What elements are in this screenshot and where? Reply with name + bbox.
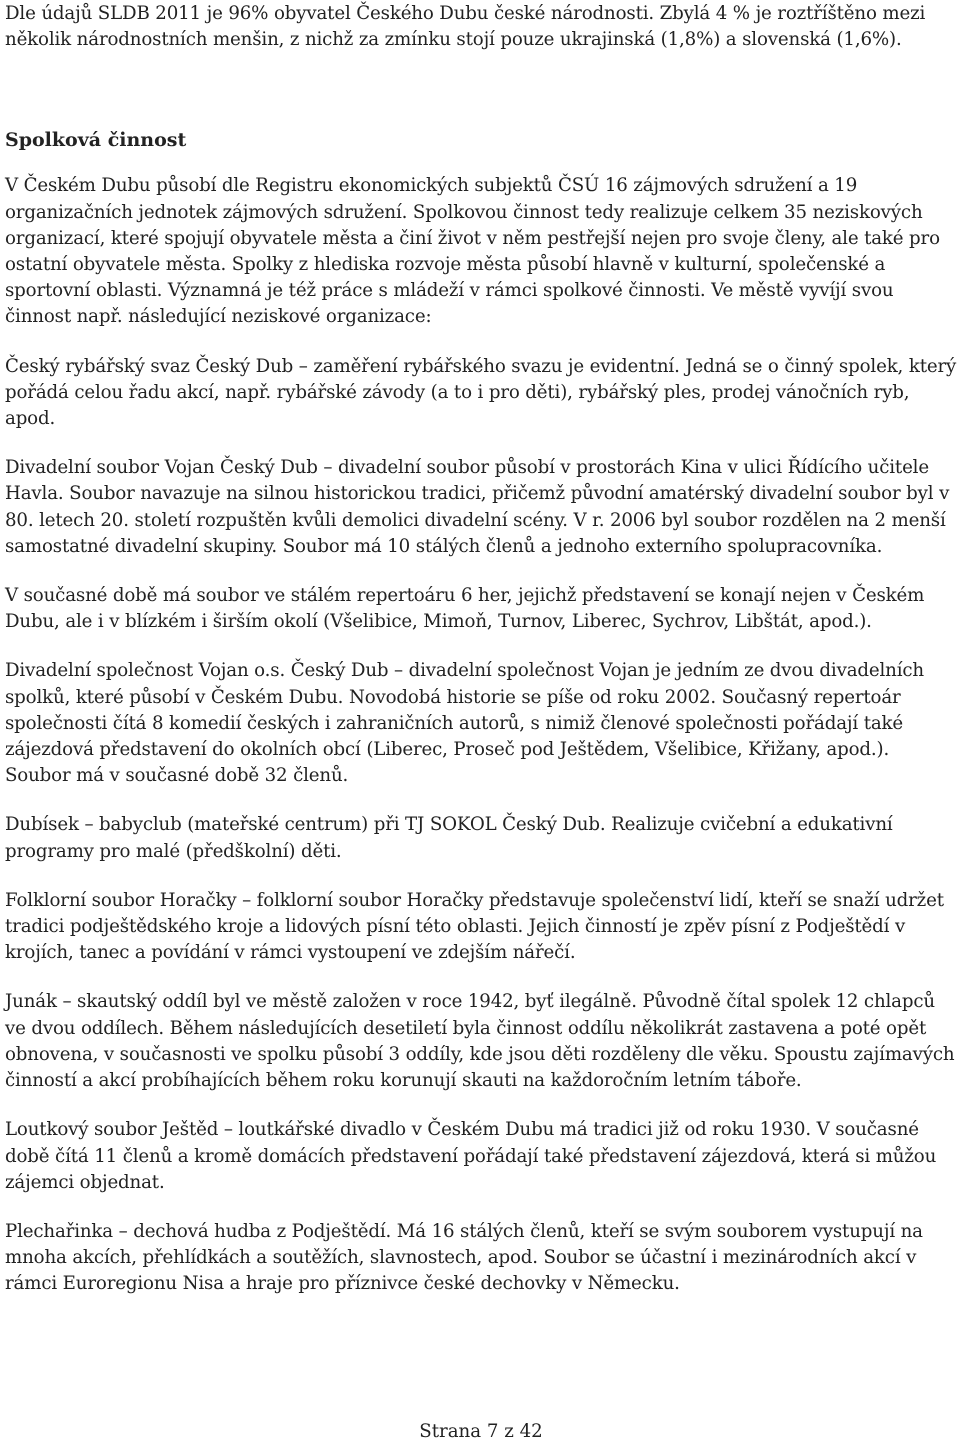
page-footer [0, 1419, 960, 1445]
paragraph-puppet-theatre: Loutkový soubor Ještěd – loutkářské divadlo v Českém Dubu má tradici již od roku 1930. V současné době čítá 11 členů a kromě domácích představení pořádají také představení zájezdová, která si můžou zájemci objednat. [5, 1119, 937, 1193]
paragraph-dubisek: Dubísek – babyclub (mateřské centrum) při TJ SOKOL Český Dub. Realizuje cvičební a edukativní programy pro malé (předškolní) děti. [5, 814, 893, 862]
paragraph-theatre-vojan-society: Divadelní společnost Vojan o.s. Český Dub – divadelní společnost Vojan je jedním ze dvou divadelních spolků, které působí v Českém Dubu. Novodobá historie se píše od roku 2002. Současný repertoár společnosti čítá 8 komedií českých i zahraničních autorů, s nimiž členové společnosti pořádají také zájezdová představení do okolních obcí (Liberec, Proseč pod Ještědem, Všelibice, Křižany, apod.). Soubor má v současné době 32 členů. [5, 660, 924, 787]
paragraph-junak: Junák – skautský oddíl byl ve městě založen v roce 1942, byť ilegálně. Původně čítal spolek 12 chlapců ve dvou oddílech. Během následujících desetiletí byla činnost oddílu několikrát zastavena a poté opět obnovena, v současnosti ve spolku působí 3 oddíly, kde jsou děti rozděleny dle věku. Spoustu zajímavých činností a akcí probíhajících během roku korunují skauti na každoročním letním táboře. [5, 991, 955, 1092]
paragraph-plecharinka: Plechařinka – dechová hudba z Podještědí. Má 16 stálých členů, kteří se svým souborem vystupují na mnoha akcích, přehlídkách a soutěžích, slavnostech, apod. Soubor se účastní i mezinárodních akcí v rámci Euroregionu Nisa a hraje pro příznivce české dechovky v Německu. [5, 1220, 923, 1295]
page-number: Strana 7 z 42 [419, 1421, 543, 1442]
page-content [5, 0, 957, 1298]
paragraph-theatre-vojan-ensemble: Divadelní soubor Vojan Český Dub – divadelní soubor působí v prostorách Kina v ulici Řídícího učitele Havla. Soubor navazuje na silnou historickou tradici, přičemž původní amatérský divadelní soubor byl v 80. letech 20. století rozpuštěn kvůli demolici divadelní scény. V r. 2006 byl soubor rozdělen na 2 menší samostatné divadelní skupiny. Soubor má 10 stálých členů a jednoho externího spolupracovníka. [5, 457, 950, 557]
paragraph-theatre-repertoire: V současné době má soubor ve stálém repertoáru 6 her, jejichž představení se konají nejen v Českém Dubu, ale i v blízkém i širším okolí (Všelibice, Mimoň, Turnov, Liberec, Sychrov, Libštát, apod.). [5, 585, 925, 633]
paragraph-registry: V Českém Dubu působí dle Registru ekonomických subjektů ČSÚ 16 zájmových sdružení a 19 organizačních jednotek zájmových sdružení. Spolkovou činnost tedy realizuje celkem 35 neziskových organizací, které spojují obyvatele města a činí život v něm pestřejší nejen pro svoje členy, ale také pro ostatní obyvatele města. Spolky z hlediska rozvoje města působí hlavně v kulturní, společenské a sportovní oblasti. Významná je též práce s mládeží v rámci spolkové činnosti. Ve městě vyvíjí svou činnost např. následující neziskové organizace: [5, 175, 940, 328]
intro-paragraph: Dle údajů SLDB 2011 je 96% obyvatel Českého Dubu české národnosti. Zbylá 4 % je roztříštěno mezi několik národnostních menšin, z nichž za zmínku stojí pouze ukrajinská (1,8%) a slovenská (1,6%). [5, 3, 926, 51]
paragraph-fishing-union: Český rybářský svaz Český Dub – zaměření rybářského svazu je evidentní. Jedná se o činný spolek, který pořádá celou řadu akcí, např. rybářské závody (a to i pro děti), rybářský ples, prodej vánočních ryb, apod. [5, 355, 957, 430]
section-heading: Spolková činnost [5, 129, 187, 152]
paragraph-horacky: Folklorní soubor Horačky – folklorní soubor Horačky představuje společenství lidí, kteří se snaží udržet tradici podještědského kroje a lidových písní této oblasti. Jejich činností je zpěv písní z Podještědí v krojích, tanec a povídání v rámci vystoupení ve zdejším nářečí. [5, 889, 944, 964]
